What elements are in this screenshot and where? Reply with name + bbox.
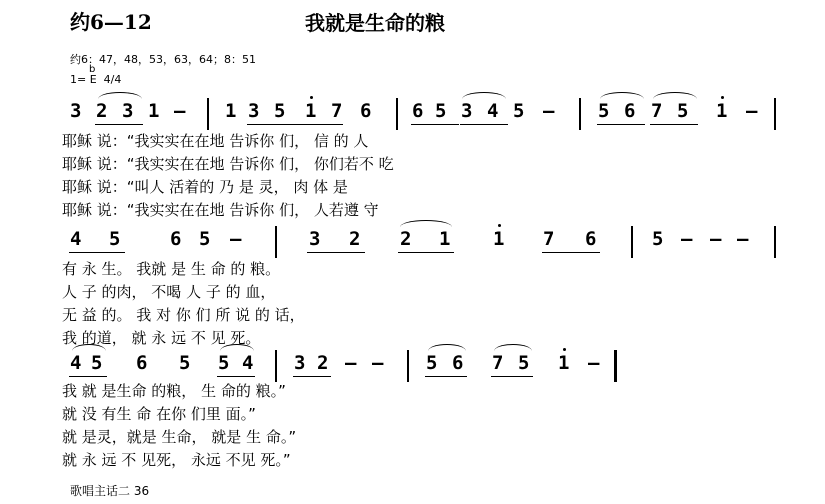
slur	[400, 220, 452, 227]
note: –	[372, 352, 384, 374]
slur	[600, 92, 644, 99]
underline	[293, 376, 331, 377]
lyric-row: 耶稣 说：“我实实在在地 告诉你 们， 人若遵 守	[62, 201, 379, 219]
note: 6	[624, 100, 636, 122]
note: 1	[148, 100, 160, 122]
note: 4	[242, 352, 254, 374]
note: 5	[218, 352, 230, 374]
note: 7	[492, 352, 504, 374]
underline	[69, 376, 107, 377]
note: 7	[651, 100, 663, 122]
barline	[275, 226, 277, 258]
lyric-row: 耶稣 说：“我实实在在地 告诉你 们， 信 的 人	[62, 132, 369, 150]
note: 3	[122, 100, 134, 122]
barline	[396, 98, 398, 130]
underline	[307, 252, 365, 253]
note: 6	[585, 228, 597, 250]
lyric-row: 就 是灵，就是 生命， 就是 生 命。”	[62, 428, 297, 446]
lyric-row: 我 的道， 就 永 远 不 见 死。	[62, 329, 261, 347]
barline	[407, 350, 409, 382]
note: 5	[109, 228, 121, 250]
underline	[247, 124, 343, 125]
notation-text-line-3	[0, 4, 1, 5]
slur	[220, 344, 254, 351]
lyric-row: 就 没 有生 命 在你 们里 面。”	[62, 405, 256, 423]
slur	[98, 92, 142, 99]
final-barline	[614, 350, 617, 382]
note: 7	[543, 228, 555, 250]
barline	[275, 350, 277, 382]
lyric-row: 有 永 生。 我就 是 生 命 的 粮。	[62, 260, 281, 278]
underline	[398, 252, 454, 253]
note: 5	[513, 100, 525, 122]
note: –	[345, 352, 357, 374]
high-octave-dot	[563, 348, 566, 351]
note: 6	[136, 352, 148, 374]
note: 3	[70, 100, 82, 122]
note: 5	[426, 352, 438, 374]
slur	[462, 92, 506, 99]
note: –	[710, 228, 722, 250]
note: –	[174, 100, 186, 122]
slur	[494, 344, 532, 351]
note: 3	[461, 100, 473, 122]
notation-row	[62, 352, 782, 382]
underline	[95, 124, 143, 125]
note: 1	[305, 100, 317, 122]
underline	[69, 252, 125, 253]
lyric-row: 我 就 是生命 的粮， 生 命的 粮。”	[62, 382, 286, 400]
note: 2	[96, 100, 108, 122]
note: –	[543, 100, 555, 122]
note: –	[746, 100, 758, 122]
lyric-row: 就 永 远 不 见死， 永远 不见 死。”	[62, 451, 291, 469]
note: 6	[360, 100, 372, 122]
scripture-refs: 约6：47，48，53，63，64；8：51	[70, 53, 256, 66]
note: –	[737, 228, 749, 250]
note: 6	[452, 352, 464, 374]
notation-text-line-1	[0, 0, 1, 1]
note: 5	[199, 228, 211, 250]
notation-row	[62, 100, 782, 130]
notation-text-line-2	[0, 2, 1, 3]
note: 4	[70, 228, 82, 250]
high-octave-dot	[310, 96, 313, 99]
note: 5	[518, 352, 530, 374]
lyric-row: 耶稣 说：“叫人 活着的 乃 是 灵， 肉 体 是	[62, 178, 348, 196]
barline	[579, 98, 581, 130]
note: 5	[179, 352, 191, 374]
note: 1	[716, 100, 728, 122]
lyric-row: 耶稣 说：“我实实在在地 告诉你 们， 你们若不 吃	[62, 155, 394, 173]
note: 5	[274, 100, 286, 122]
slur	[428, 344, 466, 351]
note: 7	[331, 100, 343, 122]
note: 3	[309, 228, 321, 250]
high-octave-dot	[498, 224, 501, 227]
barline	[774, 98, 776, 130]
note: 5	[677, 100, 689, 122]
underline	[411, 124, 459, 125]
note: 1	[558, 352, 570, 374]
underline	[597, 124, 645, 125]
note: 1	[493, 228, 505, 250]
underline	[425, 376, 467, 377]
note: 5	[652, 228, 664, 250]
high-octave-dot	[721, 96, 724, 99]
underline	[217, 376, 255, 377]
note: 3	[248, 100, 260, 122]
note: 5	[435, 100, 447, 122]
note: 6	[412, 100, 424, 122]
note: –	[230, 228, 242, 250]
slur	[653, 92, 697, 99]
note: 3	[294, 352, 306, 374]
note: 5	[598, 100, 610, 122]
note: 2	[349, 228, 361, 250]
underline	[650, 124, 698, 125]
song-title: 我就是生命的粮	[305, 11, 445, 35]
underline	[491, 376, 533, 377]
flat-sign: b	[89, 64, 96, 75]
note: 2	[400, 228, 412, 250]
underline	[460, 124, 508, 125]
note: 2	[317, 352, 329, 374]
note: 1	[439, 228, 451, 250]
scripture-reference: 约6—12	[70, 10, 152, 34]
note: 4	[487, 100, 499, 122]
barline	[774, 226, 776, 258]
note: 6	[170, 228, 182, 250]
note: 5	[91, 352, 103, 374]
slur	[72, 344, 106, 351]
key-signature: 1= E 4/4	[70, 73, 122, 86]
barline	[207, 98, 209, 130]
underline	[542, 252, 600, 253]
notation-row	[62, 228, 782, 258]
lyric-row: 人 子 的肉， 不喝 人 子 的 血，	[62, 283, 276, 301]
lyric-row: 无 益 的。 我 对 你 们 所 说 的 话，	[62, 306, 305, 324]
note: 1	[225, 100, 237, 122]
footer-source: 歌唱主话二 36	[70, 484, 150, 498]
note: 4	[70, 352, 82, 374]
note: –	[588, 352, 600, 374]
note: –	[681, 228, 693, 250]
barline	[631, 226, 633, 258]
